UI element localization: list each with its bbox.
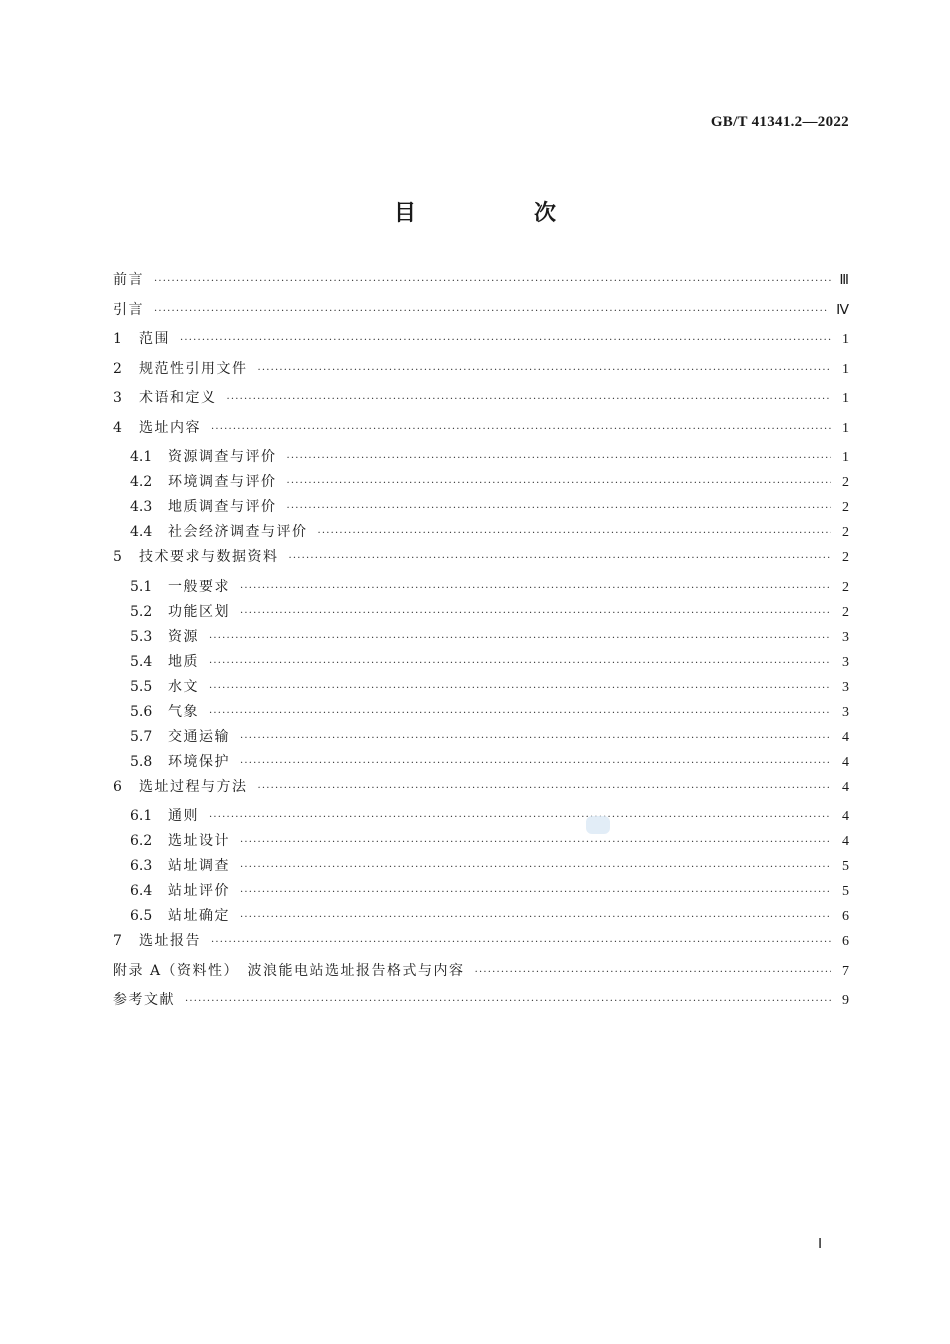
toc-entry[interactable] [113,361,849,391]
toc-entry[interactable] [113,883,849,908]
toc-title: 目 次 [393,201,604,226]
toc-dot-leader [180,333,831,349]
toc-entry[interactable] [113,499,849,524]
toc-entry-page: 1 [842,420,849,436]
toc-entry[interactable] [113,704,849,729]
toc-entry-number: 5.8 [130,753,153,770]
toc-entry-label: 引言 [113,301,144,318]
toc-entry-page: 3 [842,679,849,695]
toc-entry[interactable] [113,858,849,883]
page-number: Ⅰ [818,1237,823,1252]
toc-entry-page: 3 [842,704,849,720]
toc-entry-label: 功能区划 [168,603,230,620]
toc-entry-number: 5.3 [130,628,153,645]
toc-entry[interactable] [113,654,849,679]
toc-entry-label: 地质调查与评价 [168,499,277,515]
toc-entry-label: 一般要求 [168,578,230,595]
toc-dot-leader [154,304,828,320]
toc-entry-label: 交通运输 [168,728,230,745]
toc-entry-number: 5.4 [130,653,153,670]
toc-entry-number: 7 [113,933,122,949]
toc-entry[interactable] [113,579,849,604]
toc-entry-label: 附录 A（资料性） 波浪能电站选址报告格式与内容 [113,962,465,979]
toc-entry-number: 4.1 [130,449,153,465]
toc-entry[interactable] [113,549,849,579]
toc-entry-number: 6.4 [130,883,153,899]
toc-dot-leader [209,681,831,697]
watermark-logo [586,816,610,834]
toc-entry-label: 资源 [168,628,199,645]
toc-entry[interactable] [113,604,849,629]
toc-entry-page: 2 [842,525,849,540]
toc-entry-page: 4 [842,779,849,795]
toc-entry-label: 选址报告 [139,933,201,949]
toc-entry-label: 站址评价 [168,883,230,899]
toc-dot-leader [211,935,831,951]
toc-entry-label: 水文 [168,678,199,695]
toc-entry-page: Ⅲ [839,273,849,288]
toc-entry-label: 站址确定 [168,908,230,924]
toc-entry-number: 1 [113,331,122,347]
toc-dot-leader [240,756,831,772]
toc-entry[interactable] [113,524,849,549]
toc-entry-label: 规范性引用文件 [139,360,248,377]
toc-entry-number: 2 [113,360,122,377]
toc-dot-leader [287,451,832,467]
toc-entry[interactable] [113,908,849,933]
toc-dot-leader [154,274,831,290]
toc-dot-leader [227,392,832,408]
toc-entry-page: 2 [842,550,849,565]
toc-entry-label: 环境保护 [168,753,230,770]
toc-dot-leader [240,731,831,747]
toc-dot-leader [287,501,832,517]
toc-entry[interactable] [113,420,849,450]
toc-entry-label: 站址调查 [168,858,230,874]
toc-entry-number: 4.3 [130,499,153,515]
toc-entry[interactable] [113,779,849,809]
toc-entry-page: 5 [842,859,849,874]
toc-dot-leader [240,606,831,622]
toc-dot-leader [209,810,831,826]
toc-entry-label: 范围 [139,331,170,347]
toc-entry-page: 3 [842,654,849,670]
toc-dot-leader [240,581,831,597]
toc-entry[interactable] [113,449,849,474]
toc-entry-number: 6.2 [130,833,153,849]
toc-dot-leader [209,631,831,647]
toc-entry-page: 1 [842,332,849,347]
toc-dot-leader [211,422,831,438]
toc-entry-number: 4 [113,419,122,436]
toc-entry-page: 2 [842,475,849,490]
toc-entry-page: 5 [842,884,849,899]
toc-entry-number: 5 [113,549,122,565]
toc-entry-page: 2 [842,579,849,595]
toc-entry[interactable] [113,992,849,1022]
toc-entry-number: 4.2 [130,474,153,490]
toc-entry-number: 5.5 [130,678,153,695]
toc-dot-leader [209,706,831,722]
table-of-contents [113,272,849,1022]
toc-entry-page: 7 [842,963,849,979]
toc-dot-leader [240,885,831,901]
toc-entry[interactable] [113,679,849,704]
toc-entry-label: 通则 [168,808,199,824]
toc-entry[interactable] [113,833,849,858]
toc-entry-number: 5.1 [130,578,153,595]
toc-entry-page: 4 [842,729,849,745]
toc-entry-number: 3 [113,390,122,406]
toc-entry[interactable] [113,629,849,654]
toc-entry-label: 参考文献 [113,992,175,1008]
toc-dot-leader [318,526,832,542]
toc-entry[interactable] [113,272,849,302]
toc-entry[interactable] [113,390,849,420]
toc-entry[interactable] [113,933,849,963]
toc-entry-label: 地质 [168,653,199,670]
toc-entry-page: 4 [842,809,849,824]
toc-dot-leader [209,656,831,672]
toc-dot-leader [258,781,832,797]
toc-entry-page: 1 [842,450,849,465]
toc-entry-page: Ⅳ [836,302,849,318]
toc-entry[interactable] [113,302,849,332]
toc-entry-label: 资源调查与评价 [168,449,277,465]
toc-dot-leader [240,910,831,926]
toc-entry-number: 6.5 [130,908,153,924]
toc-entry[interactable] [113,729,849,754]
toc-entry-number: 6 [113,778,122,795]
toc-entry-page: 1 [842,391,849,406]
toc-entry-label: 社会经济调查与评价 [168,524,308,540]
toc-dot-leader [185,994,831,1010]
toc-entry-label: 技术要求与数据资料 [139,549,279,565]
toc-entry-number: 5.2 [130,603,153,620]
toc-entry-page: 1 [842,361,849,377]
toc-dot-leader [258,363,832,379]
toc-entry-label: 气象 [168,703,199,720]
toc-dot-leader [240,860,831,876]
toc-entry-page: 6 [842,909,849,924]
toc-entry-page: 2 [842,604,849,620]
toc-dot-leader [289,551,832,567]
toc-entry-page: 3 [842,629,849,645]
toc-entry-number: 5.6 [130,703,153,720]
toc-entry-number: 6.3 [130,858,153,874]
toc-entry[interactable] [113,754,849,779]
toc-entry-page: 4 [842,754,849,770]
toc-entry[interactable] [113,808,849,833]
toc-entry-page: 2 [842,500,849,515]
toc-entry[interactable] [113,963,849,993]
toc-dot-leader [240,835,831,851]
toc-entry-label: 前言 [113,272,144,288]
toc-entry-page: 9 [842,993,849,1008]
toc-entry-number: 5.7 [130,728,153,745]
toc-entry[interactable] [113,331,849,361]
toc-entry-label: 选址设计 [168,833,230,849]
toc-entry-label: 选址过程与方法 [139,778,248,795]
toc-entry[interactable] [113,474,849,499]
toc-entry-label: 选址内容 [139,419,201,436]
toc-entry-number: 6.1 [130,808,153,824]
toc-entry-page: 6 [842,934,849,949]
toc-entry-number: 4.4 [130,524,153,540]
toc-dot-leader [475,965,831,981]
toc-dot-leader [287,476,832,492]
standard-code: GB/T 41341.2—2022 [710,114,849,130]
toc-entry-label: 环境调查与评价 [168,474,277,490]
toc-entry-page: 4 [842,834,849,849]
toc-entry-label: 术语和定义 [139,390,217,406]
